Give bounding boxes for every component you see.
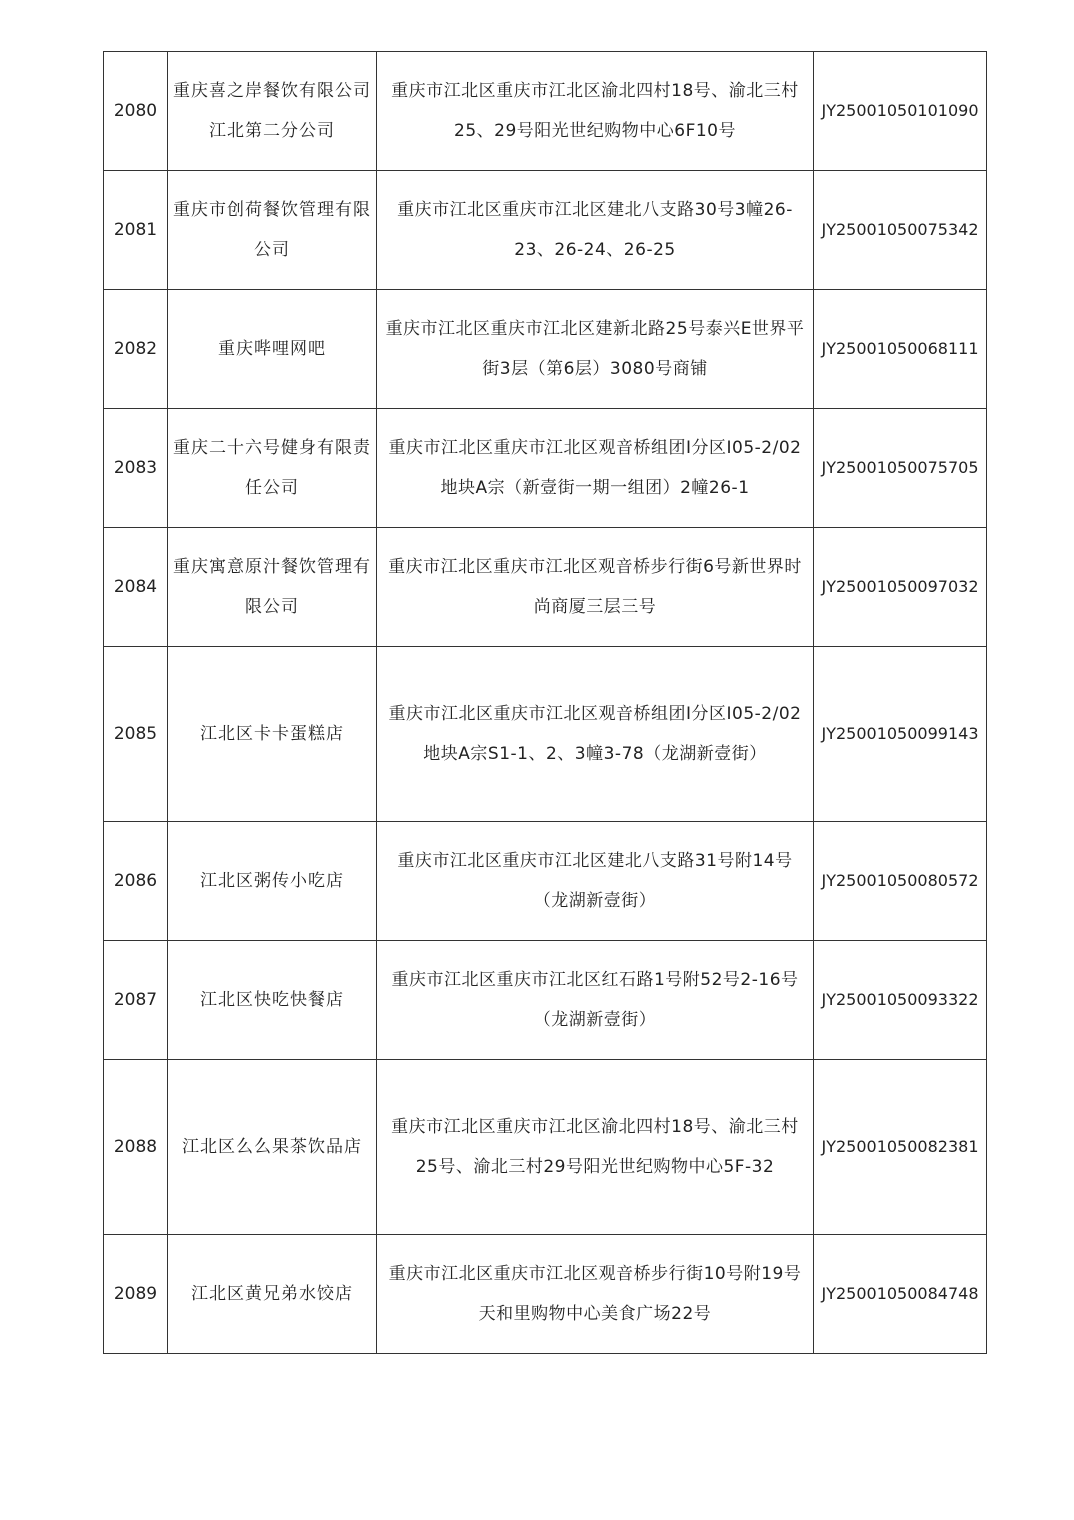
table-row [104,52,987,171]
row-number: 2084 [104,528,168,647]
business-address: 重庆市江北区重庆市江北区观音桥组团I分区I05-2/02地块A宗S1-1、2、3幢3-78（龙湖新壹街） [377,647,814,822]
table-row [104,409,987,528]
license-number: JY25001050075705 [814,409,987,528]
license-number: JY25001050082381 [814,1060,987,1235]
license-number: JY25001050084748 [814,1235,987,1354]
license-number: JY25001050068111 [814,290,987,409]
license-number: JY25001050099143 [814,647,987,822]
license-number: JY25001050097032 [814,528,987,647]
row-number: 2085 [104,647,168,822]
business-name: 重庆哔哩网吧 [168,290,377,409]
business-address: 重庆市江北区重庆市江北区观音桥步行街6号新世界时尚商厦三层三号 [377,528,814,647]
business-name: 江北区黄兄弟水饺店 [168,1235,377,1354]
row-number: 2083 [104,409,168,528]
license-number: JY25001050093322 [814,941,987,1060]
business-name: 江北区么么果茶饮品店 [168,1060,377,1235]
table-row [104,171,987,290]
table-row [104,1235,987,1354]
row-number: 2089 [104,1235,168,1354]
business-name: 重庆市创荷餐饮管理有限公司 [168,171,377,290]
license-number: JY25001050075342 [814,171,987,290]
business-address: 重庆市江北区重庆市江北区建新北路25号泰兴E世界平街3层（第6层）3080号商铺 [377,290,814,409]
business-address: 重庆市江北区重庆市江北区建北八支路30号3幢26-23、26-24、26-25 [377,171,814,290]
license-table [103,51,987,1354]
business-name: 江北区卡卡蛋糕店 [168,647,377,822]
business-address: 重庆市江北区重庆市江北区渝北四村18号、渝北三村25号、渝北三村29号阳光世纪购物中心5F-32 [377,1060,814,1235]
row-number: 2080 [104,52,168,171]
business-name: 重庆寓意原汁餐饮管理有限公司 [168,528,377,647]
business-address: 重庆市江北区重庆市江北区建北八支路31号附14号（龙湖新壹街） [377,822,814,941]
business-address: 重庆市江北区重庆市江北区观音桥组团I分区I05-2/02地块A宗（新壹街一期一组团）2幢26-1 [377,409,814,528]
table-row [104,647,987,822]
table-row [104,822,987,941]
business-address: 重庆市江北区重庆市江北区渝北四村18号、渝北三村25、29号阳光世纪购物中心6F10号 [377,52,814,171]
business-name: 重庆喜之岸餐饮有限公司江北第二分公司 [168,52,377,171]
business-address: 重庆市江北区重庆市江北区观音桥步行街10号附19号天和里购物中心美食广场22号 [377,1235,814,1354]
row-number: 2088 [104,1060,168,1235]
table-row [104,290,987,409]
row-number: 2087 [104,941,168,1060]
row-number: 2082 [104,290,168,409]
table-row [104,1060,987,1235]
business-name: 重庆二十六号健身有限责任公司 [168,409,377,528]
license-number: JY25001050101090 [814,52,987,171]
license-number: JY25001050080572 [814,822,987,941]
table-row [104,941,987,1060]
row-number: 2081 [104,171,168,290]
business-name: 江北区粥传小吃店 [168,822,377,941]
row-number: 2086 [104,822,168,941]
business-name: 江北区快吃快餐店 [168,941,377,1060]
table-row [104,528,987,647]
business-address: 重庆市江北区重庆市江北区红石路1号附52号2-16号（龙湖新壹街） [377,941,814,1060]
